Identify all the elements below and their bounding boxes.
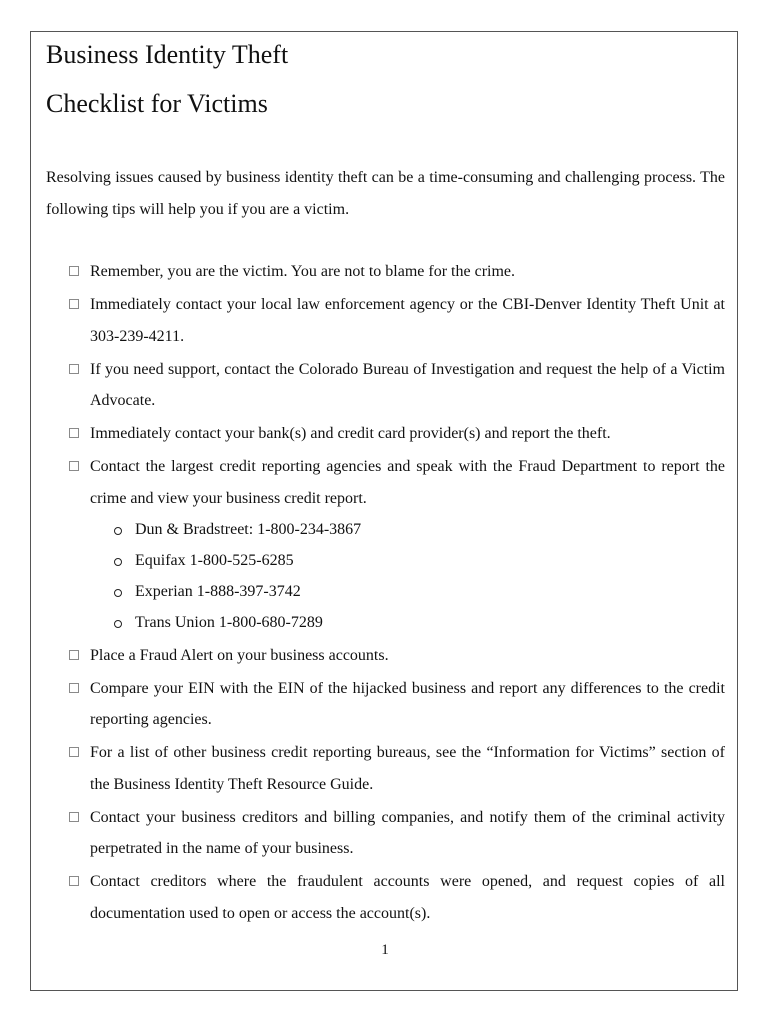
checkbox-icon[interactable] bbox=[69, 461, 79, 471]
checklist-item bbox=[46, 640, 725, 672]
checklist-item bbox=[46, 802, 725, 865]
agency-list-item bbox=[90, 607, 725, 638]
document-title: Business Identity Theft bbox=[46, 40, 289, 69]
checkbox-icon[interactable] bbox=[69, 650, 79, 660]
document-subtitle: Checklist for Victims bbox=[46, 89, 268, 118]
checklist-item bbox=[46, 737, 725, 800]
checkbox-icon[interactable] bbox=[69, 299, 79, 309]
checklist-item bbox=[46, 354, 725, 417]
credit-agency-list bbox=[90, 514, 725, 638]
checkbox-icon[interactable] bbox=[69, 428, 79, 438]
agency-contact: Trans Union 1-800-680-7289 bbox=[135, 614, 323, 631]
checklist-item bbox=[46, 418, 725, 450]
checkbox-icon[interactable] bbox=[69, 812, 79, 822]
page-number: 1 bbox=[381, 942, 389, 958]
checklist-item bbox=[46, 451, 725, 638]
checklist-item-text: Immediately contact your local law enforcement agency or the CBI-Denver Identity Theft Unit at 303-239-4211. bbox=[90, 296, 725, 345]
checklist-item-text: For a list of other business credit reporting bureaus, see the “Information for Victims” section of the Business Identity Theft Resource Guide. bbox=[90, 744, 725, 793]
agency-contact: Dun & Bradstreet: 1-800-234-3867 bbox=[135, 521, 362, 538]
checklist-item-text: Contact your business creditors and billing companies, and notify them of the criminal activity perpetrated in the name of your business. bbox=[90, 808, 725, 857]
agency-contact: Equifax 1-800-525-6285 bbox=[135, 552, 294, 569]
checklist-item bbox=[46, 673, 725, 736]
checklist-item-text: Remember, you are the victim. You are not to blame for the crime. bbox=[90, 263, 516, 280]
checklist-item-text: Immediately contact your bank(s) and credit card provider(s) and report the theft. bbox=[90, 425, 611, 442]
checklist-item bbox=[46, 866, 725, 929]
checklist-item-text: Contact creditors where the fraudulent accounts were opened, and request copies of all documentation used to open or access the account(s). bbox=[90, 873, 725, 922]
intro-paragraph: Resolving issues caused by business identity theft can be a time-consuming and challenging process. The following tips will help you if you are a victim. bbox=[46, 169, 725, 218]
checkbox-icon[interactable] bbox=[69, 364, 79, 374]
circle-bullet-icon bbox=[114, 589, 122, 597]
checkbox-icon[interactable] bbox=[69, 747, 79, 757]
checklist-item-text: Place a Fraud Alert on your business accounts. bbox=[90, 646, 389, 664]
agency-list-item bbox=[90, 514, 725, 545]
checkbox-icon[interactable] bbox=[69, 876, 79, 886]
checklist-item-text: Contact the largest credit reporting agencies and speak with the Fraud Department to report the crime and view your business credit report. bbox=[90, 458, 725, 507]
agency-list-item bbox=[90, 576, 725, 607]
agency-contact: Experian 1-888-397-3742 bbox=[135, 583, 301, 600]
circle-bullet-icon bbox=[114, 558, 122, 566]
checkbox-icon[interactable] bbox=[69, 683, 79, 693]
victim-checklist bbox=[46, 256, 725, 931]
checkbox-icon[interactable] bbox=[69, 266, 79, 276]
agency-list-item bbox=[90, 545, 725, 576]
circle-bullet-icon bbox=[114, 527, 122, 535]
checklist-item-text: If you need support, contact the Colorado Bureau of Investigation and request the help of a Victim Advocate. bbox=[90, 360, 725, 409]
checklist-item-text: Compare your EIN with the EIN of the hijacked business and report any differences to the credit reporting agencies. bbox=[90, 679, 725, 728]
checklist-item bbox=[46, 256, 725, 288]
checklist-item bbox=[46, 289, 725, 352]
circle-bullet-icon bbox=[114, 620, 122, 628]
